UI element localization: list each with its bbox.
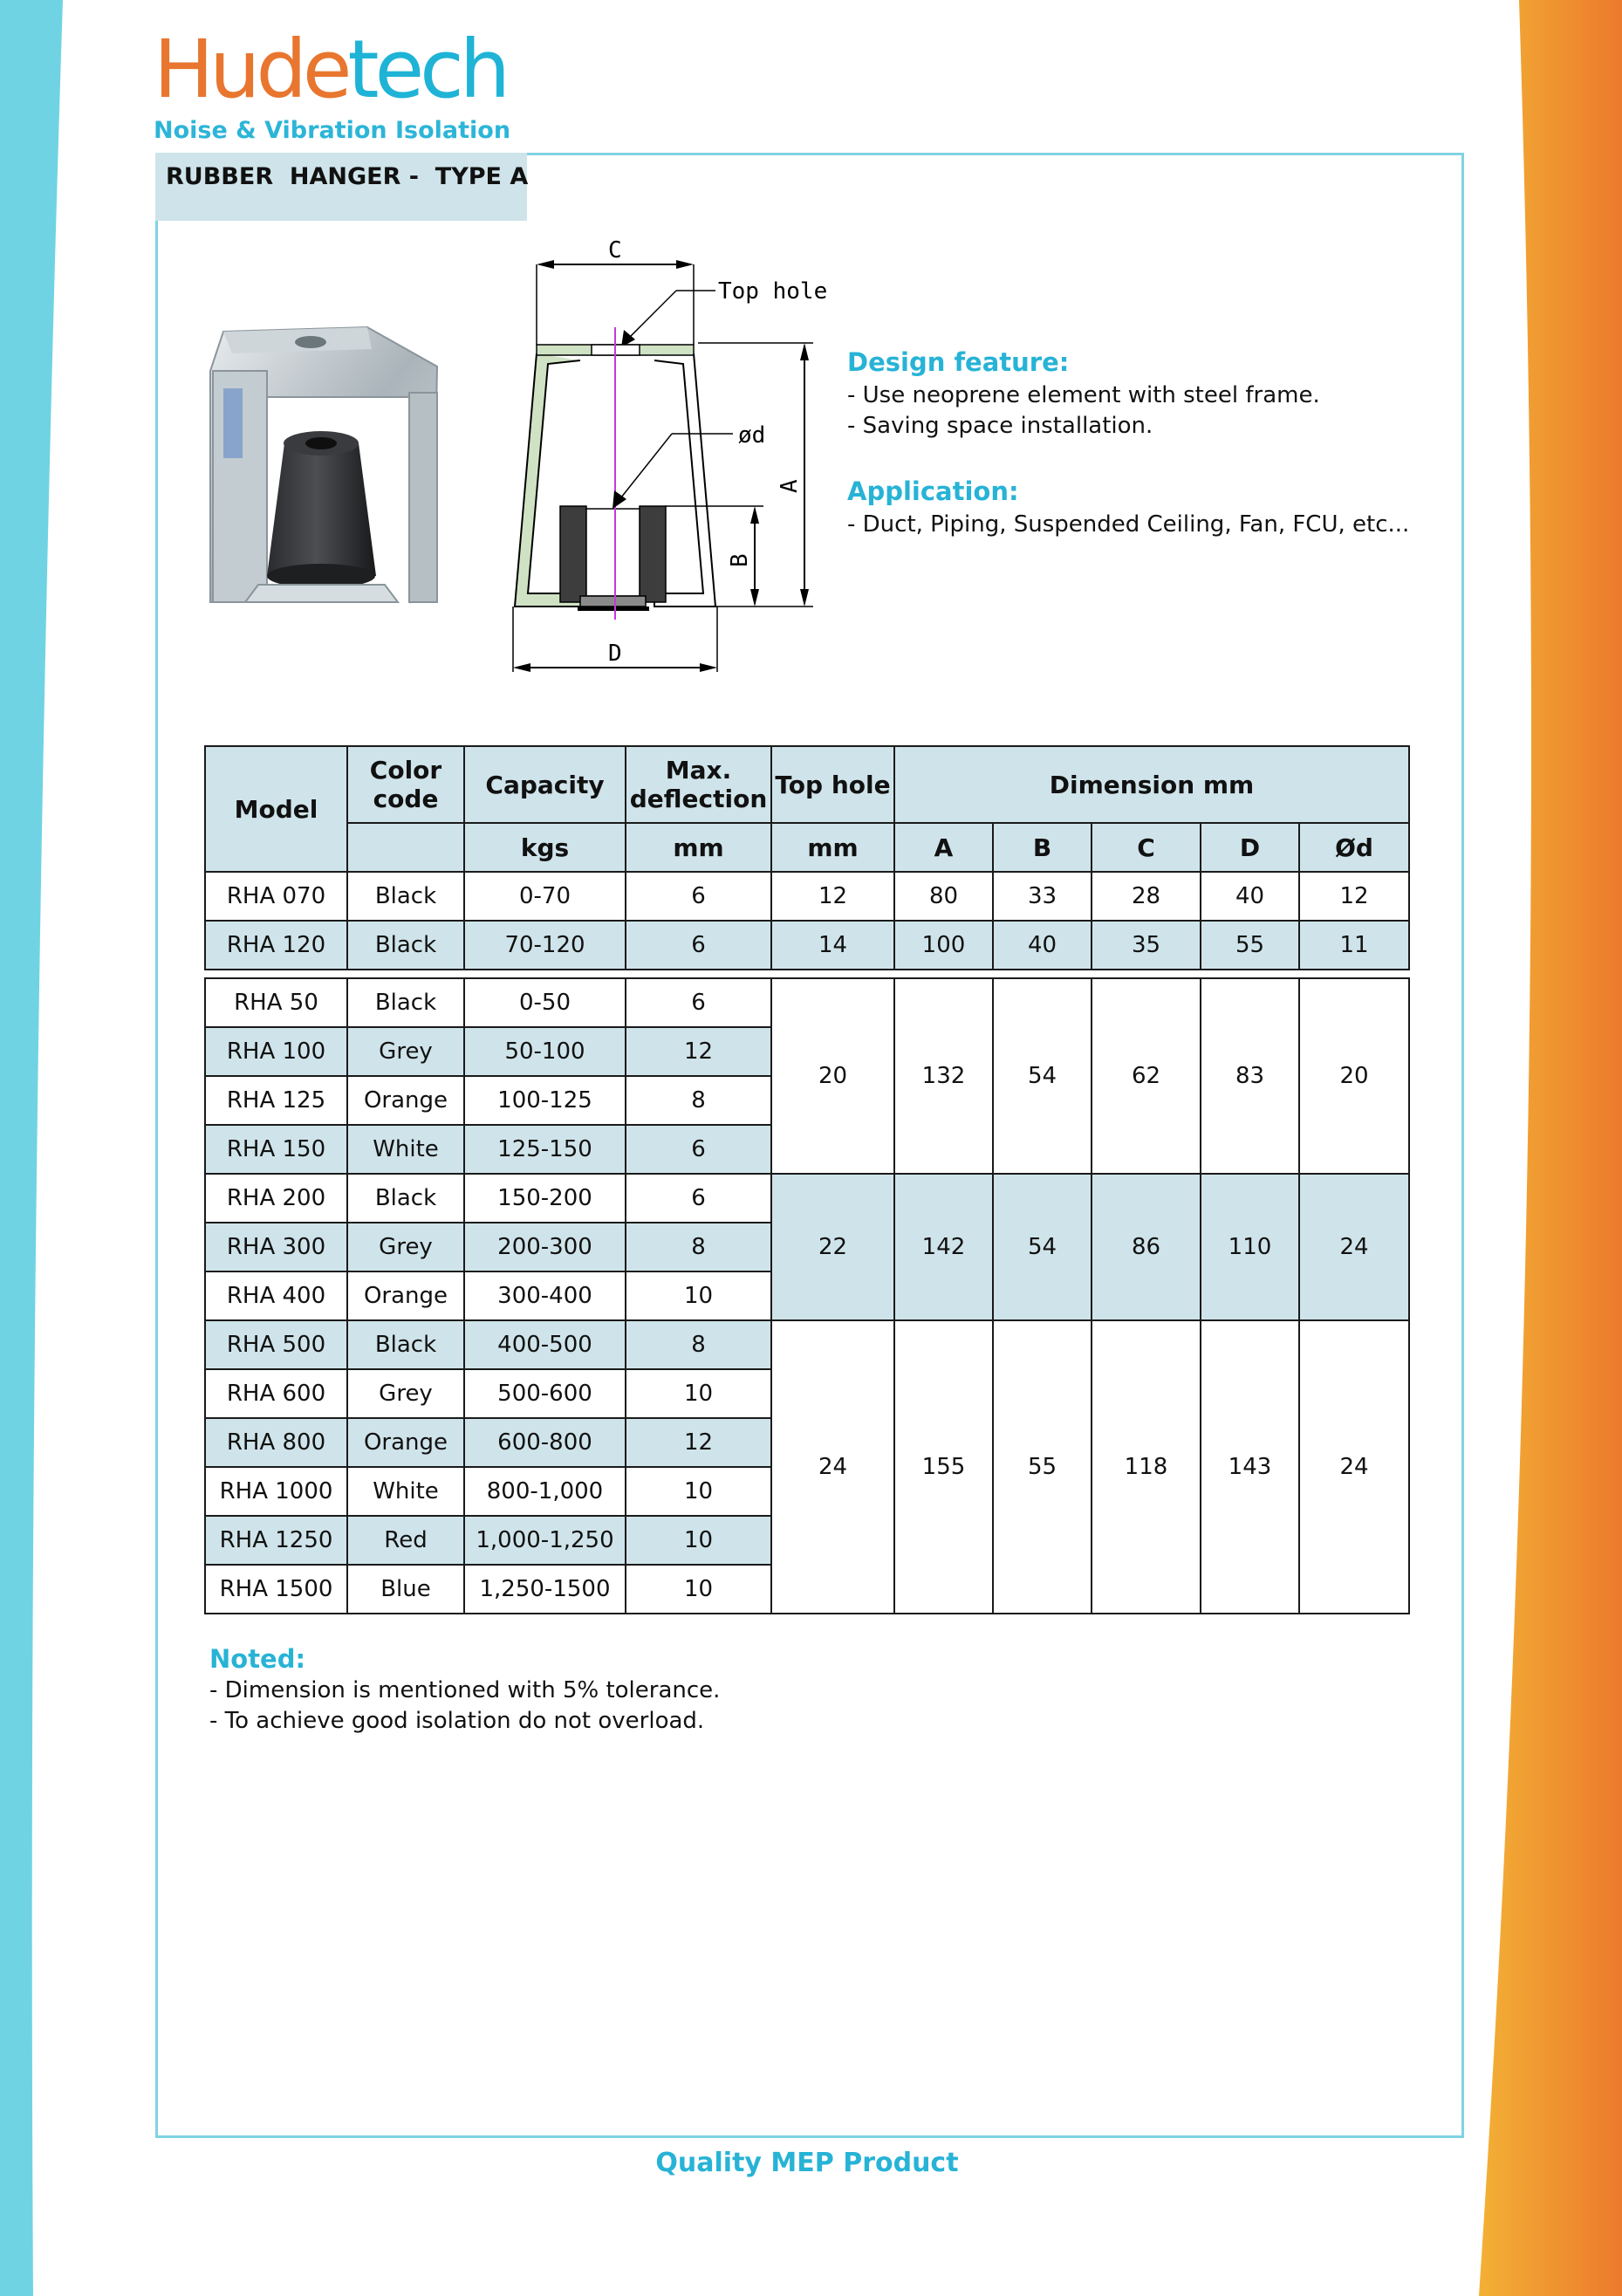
cell-model: RHA 500 — [205, 1320, 347, 1369]
cell-deflection: 10 — [626, 1467, 771, 1516]
header-color-code: Color code — [347, 746, 464, 823]
cell-model: RHA 200 — [205, 1174, 347, 1223]
cell-dim-od: 11 — [1299, 921, 1409, 970]
cell-color: Orange — [347, 1418, 464, 1467]
cell-capacity: 125-150 — [464, 1125, 626, 1174]
dim-label-od: ød — [738, 422, 766, 449]
unit-dim-a: A — [894, 823, 993, 872]
cell-model: RHA 070 — [205, 872, 347, 921]
cell-dim-a: 142 — [894, 1174, 993, 1320]
cell-dim-c: 28 — [1092, 872, 1201, 921]
cell-capacity: 1,000-1,250 — [464, 1516, 626, 1565]
design-feature-section — [847, 347, 1458, 442]
unit-dim-c: C — [1092, 823, 1201, 872]
cell-dim-c: 118 — [1092, 1320, 1201, 1614]
cell-capacity: 200-300 — [464, 1223, 626, 1271]
cell-capacity: 400-500 — [464, 1320, 626, 1369]
cell-color: White — [347, 1125, 464, 1174]
cell-deflection: 10 — [626, 1271, 771, 1320]
cell-dim-c: 62 — [1092, 978, 1201, 1174]
cell-dim-d: 40 — [1201, 872, 1299, 921]
header-model: Model — [205, 746, 347, 872]
unit-capacity: kgs — [464, 823, 626, 872]
cell-color: Grey — [347, 1027, 464, 1076]
table-row — [205, 1320, 1409, 1369]
cell-deflection: 6 — [626, 921, 771, 970]
cell-color: Black — [347, 1174, 464, 1223]
cell-deflection: 10 — [626, 1516, 771, 1565]
technical-drawing — [497, 231, 846, 685]
cell-dim-od: 12 — [1299, 872, 1409, 921]
notes-section — [209, 1644, 995, 1737]
unit-dim-b: B — [993, 823, 1092, 872]
cell-dim-b: 54 — [993, 1174, 1092, 1320]
cell-color: Black — [347, 978, 464, 1027]
cell-model: RHA 1500 — [205, 1565, 347, 1614]
cell-deflection: 6 — [626, 1125, 771, 1174]
table-row — [205, 1174, 1409, 1223]
cell-capacity: 600-800 — [464, 1418, 626, 1467]
application-heading: Application: — [847, 476, 1019, 506]
cell-deflection: 6 — [626, 1174, 771, 1223]
cell-dim-od: 24 — [1299, 1174, 1409, 1320]
cell-color: Grey — [347, 1223, 464, 1271]
cell-model: RHA 400 — [205, 1271, 347, 1320]
header-dimension: Dimension mm — [894, 746, 1409, 823]
cell-color: Grey — [347, 1369, 464, 1418]
cell-model: RHA 100 — [205, 1027, 347, 1076]
cell-deflection: 12 — [626, 1418, 771, 1467]
note-line: - To achieve good isolation do not overload. — [209, 1708, 705, 1734]
cell-capacity: 100-125 — [464, 1076, 626, 1125]
cell-dim-d: 143 — [1201, 1320, 1299, 1614]
dim-label-c: C — [608, 237, 622, 264]
cell-capacity: 0-50 — [464, 978, 626, 1027]
table-row — [205, 921, 1409, 970]
header-top-hole: Top hole — [771, 746, 894, 823]
cell-dim-a: 100 — [894, 921, 993, 970]
cell-dim-b: 40 — [993, 921, 1092, 970]
cell-dim-d: 55 — [1201, 921, 1299, 970]
cell-capacity: 300-400 — [464, 1271, 626, 1320]
note-line: - Dimension is mentioned with 5% tolerance. — [209, 1677, 721, 1703]
cell-dim-a: 132 — [894, 978, 993, 1174]
cell-dim-b: 54 — [993, 978, 1092, 1174]
header-capacity: Capacity — [464, 746, 626, 823]
cell-dim-d: 110 — [1201, 1174, 1299, 1320]
cell-color: Black — [347, 872, 464, 921]
notes-heading: Noted: — [209, 1644, 306, 1674]
cell-capacity: 50-100 — [464, 1027, 626, 1076]
cell-dim-d: 83 — [1201, 978, 1299, 1174]
cell-color: Orange — [347, 1076, 464, 1125]
cell-model: RHA 1000 — [205, 1467, 347, 1516]
cell-capacity: 150-200 — [464, 1174, 626, 1223]
cell-deflection: 8 — [626, 1076, 771, 1125]
cell-dim-od: 20 — [1299, 978, 1409, 1174]
cell-dim-od: 24 — [1299, 1320, 1409, 1614]
left-cyan-band — [0, 0, 70, 2296]
cell-model: RHA 125 — [205, 1076, 347, 1125]
cell-top-hole: 14 — [771, 921, 894, 970]
brand-tagline: Noise & Vibration Isolation — [154, 117, 511, 144]
right-orange-band — [1474, 0, 1622, 2296]
cell-color: Black — [347, 1320, 464, 1369]
footer-slogan: Quality MEP Product — [655, 2148, 959, 2178]
cell-deflection: 10 — [626, 1565, 771, 1614]
cell-dim-b: 33 — [993, 872, 1092, 921]
cell-top-hole: 22 — [771, 1174, 894, 1320]
dim-label-top-hole: Top hole — [718, 278, 828, 305]
cell-capacity: 500-600 — [464, 1369, 626, 1418]
spec-table-top — [204, 745, 1410, 970]
cell-dim-a: 155 — [894, 1320, 993, 1614]
cell-deflection: 6 — [626, 872, 771, 921]
cell-deflection: 8 — [626, 1223, 771, 1271]
design-feature-line: - Saving space installation. — [847, 413, 1153, 439]
cell-color: Black — [347, 921, 464, 970]
spec-table-groups — [204, 977, 1410, 1614]
cell-deflection: 12 — [626, 1027, 771, 1076]
unit-color-empty — [347, 823, 464, 872]
dim-label-d: D — [608, 641, 622, 667]
cell-top-hole: 20 — [771, 978, 894, 1174]
cell-model: RHA 800 — [205, 1418, 347, 1467]
cell-color: Red — [347, 1516, 464, 1565]
cell-dim-b: 55 — [993, 1320, 1092, 1614]
cell-model: RHA 300 — [205, 1223, 347, 1271]
dim-label-b: B — [727, 553, 753, 567]
product-photo — [197, 314, 459, 620]
dim-label-a: A — [777, 479, 803, 493]
design-feature-line: - Use neoprene element with steel frame. — [847, 382, 1320, 408]
cell-color: White — [347, 1467, 464, 1516]
table-row — [205, 978, 1409, 1027]
cell-capacity: 70-120 — [464, 921, 626, 970]
cell-dim-c: 86 — [1092, 1174, 1201, 1320]
cell-model: RHA 50 — [205, 978, 347, 1027]
cell-dim-a: 80 — [894, 872, 993, 921]
cell-model: RHA 120 — [205, 921, 347, 970]
cell-model: RHA 600 — [205, 1369, 347, 1418]
cell-dim-c: 35 — [1092, 921, 1201, 970]
cell-top-hole: 12 — [771, 872, 894, 921]
cell-deflection: 6 — [626, 978, 771, 1027]
unit-deflection: mm — [626, 823, 771, 872]
cell-model: RHA 1250 — [205, 1516, 347, 1565]
cell-top-hole: 24 — [771, 1320, 894, 1614]
brand-logo: Hudetech — [154, 23, 507, 116]
cell-color: Orange — [347, 1271, 464, 1320]
cell-color: Blue — [347, 1565, 464, 1614]
cell-capacity: 800-1,000 — [464, 1467, 626, 1516]
unit-top-hole: mm — [771, 823, 894, 872]
cell-capacity: 0-70 — [464, 872, 626, 921]
unit-dim-od: Ød — [1299, 823, 1409, 872]
cell-model: RHA 150 — [205, 1125, 347, 1174]
application-line: - Duct, Piping, Suspended Ceiling, Fan, FCU, etc... — [847, 511, 1410, 538]
cell-deflection: 8 — [626, 1320, 771, 1369]
cell-capacity: 1,250-1500 — [464, 1565, 626, 1614]
application-section — [847, 476, 1458, 540]
unit-dim-d: D — [1201, 823, 1299, 872]
table-row — [205, 872, 1409, 921]
page-title: RUBBER HANGER - TYPE A — [155, 153, 527, 221]
header-max-deflection: Max. deflection — [626, 746, 771, 823]
cell-deflection: 10 — [626, 1369, 771, 1418]
design-feature-heading: Design feature: — [847, 347, 1070, 377]
